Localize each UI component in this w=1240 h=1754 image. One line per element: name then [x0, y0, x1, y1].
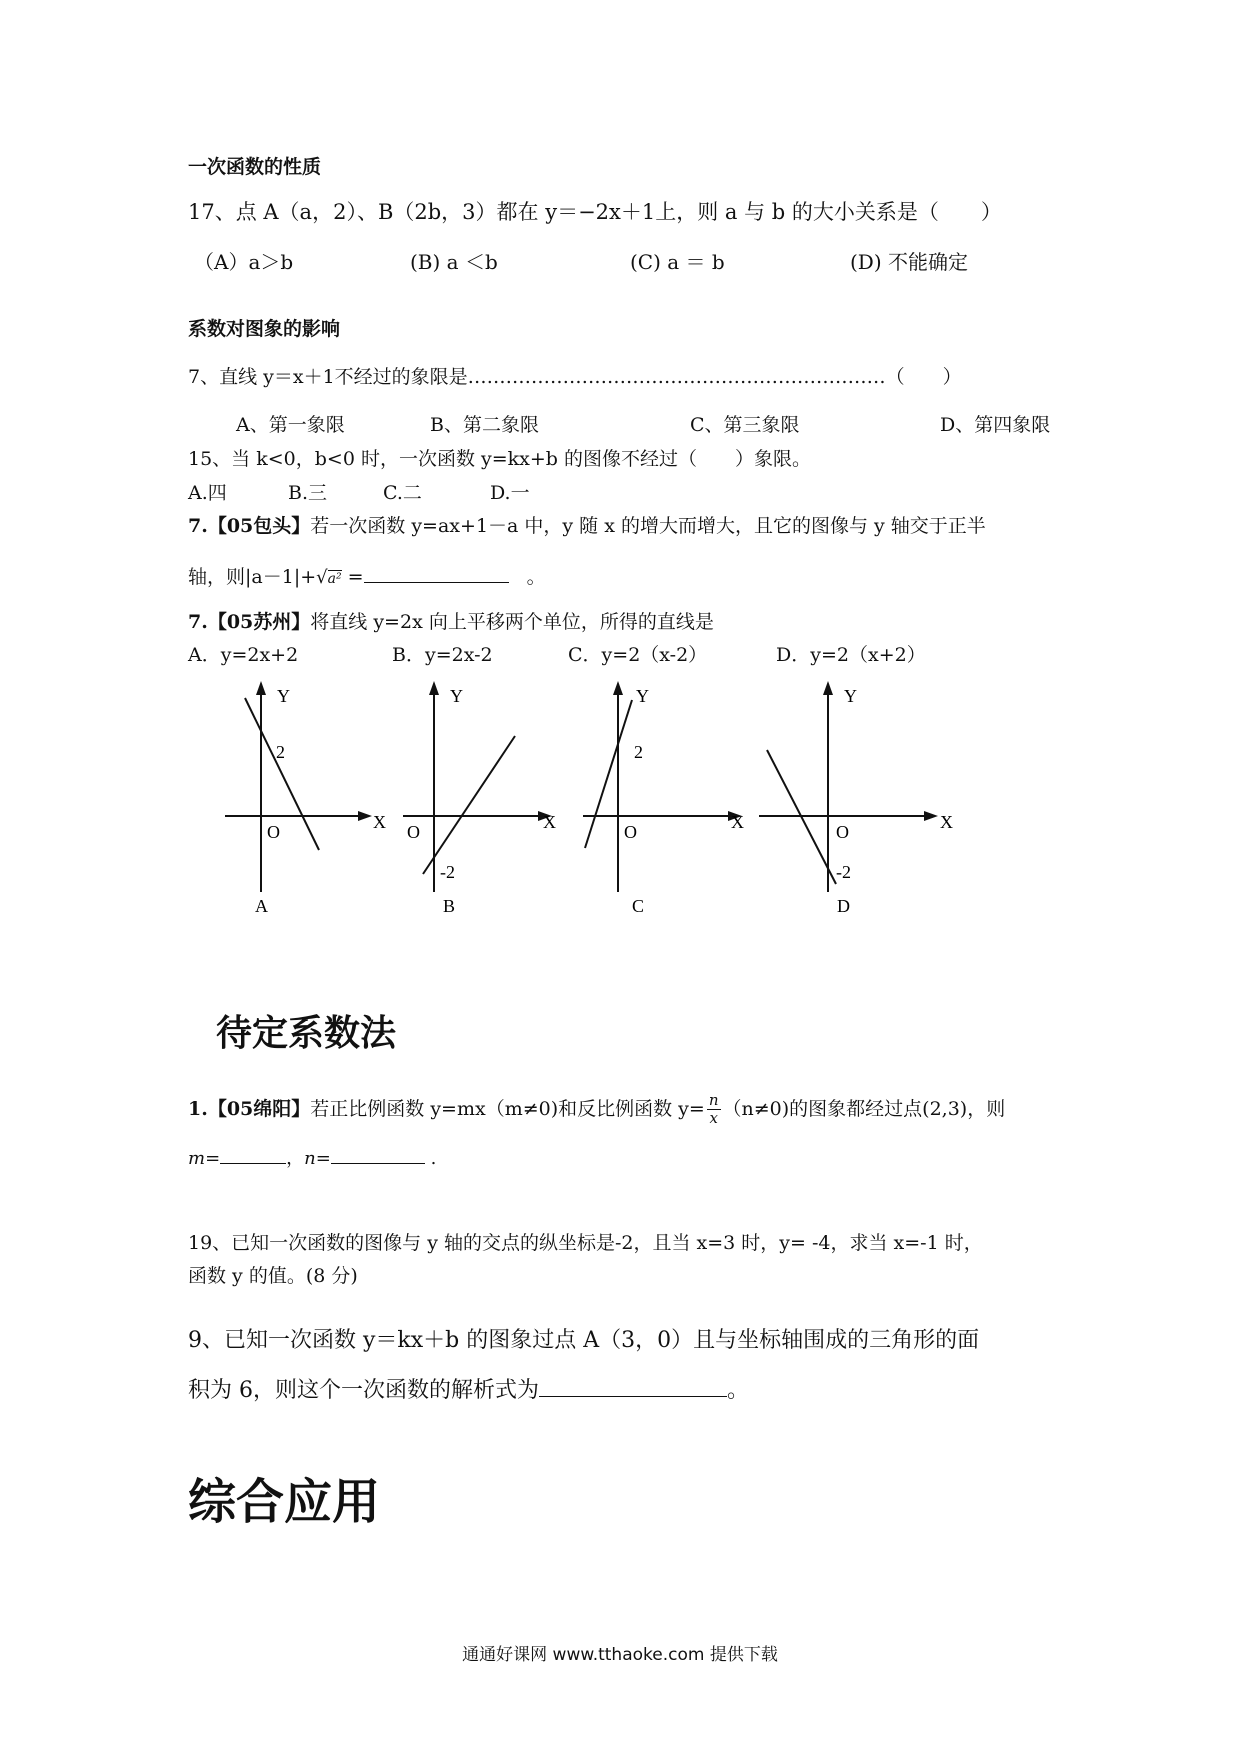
x-axis-label: X	[940, 812, 953, 832]
n-label: n=	[304, 1148, 331, 1169]
q7c-option-c: C．y=2（x-2）	[568, 644, 708, 666]
q7b-line2-prefix: 轴，则|a－1|+	[188, 566, 317, 588]
q7a-option-a: A、第一象限	[236, 414, 345, 436]
q7a-option-b: B、第二象限	[430, 414, 539, 436]
page-footer: 通通好课网 www.tthaoke.com 提供下载	[462, 1645, 778, 1665]
sqrt-symbol: √a²	[316, 567, 342, 588]
x-axis-arrow	[924, 811, 938, 821]
graph-b	[393, 680, 573, 929]
y-axis-label: Y	[450, 686, 463, 706]
question-17: 17、点 A（a，2）、B（2b，3）都在 y＝−2x＋1上，则 a 与 b 的大小关系是（ ）	[188, 200, 1002, 224]
x-axis-label: X	[373, 812, 386, 832]
y-axis-arrow	[823, 681, 833, 695]
question-7b	[188, 515, 986, 538]
q15-option-a: A.四	[188, 482, 227, 504]
graph-c	[573, 680, 753, 929]
q1-text-b: （n≠0)的图象都经过点(2,3)，则	[722, 1097, 1006, 1120]
graph-letter: A	[255, 896, 268, 916]
period: .	[430, 1148, 437, 1169]
origin-label: O	[836, 822, 849, 842]
question-1	[188, 1092, 1005, 1128]
q7a-option-c: C、第三象限	[690, 414, 800, 436]
y-intercept-label: -2	[440, 862, 455, 882]
origin-label: O	[267, 822, 280, 842]
y-axis-label: Y	[844, 686, 857, 706]
graph-letter: B	[443, 896, 456, 916]
section-heading-undetermined-coefficients: 待定系数法	[216, 1013, 397, 1054]
y-intercept-label: 2	[634, 742, 643, 762]
y-intercept-label: 2	[276, 742, 285, 762]
q7a-option-d: D、第四象限	[940, 414, 1051, 436]
q1-text-a: 若正比例函数 y=mx（m≠0)和反比例函数 y=	[310, 1097, 705, 1120]
x-axis-label: X	[731, 812, 744, 832]
comma: ，	[286, 1148, 305, 1169]
q7c-option-b: B．y=2x-2	[392, 644, 493, 666]
q17-option-d: (D) 不能确定	[850, 250, 968, 274]
question-19-line1: 19、已知一次函数的图像与 y 轴的交点的纵坐标是-2，且当 x=3 时，y= -4，求当 x=-1 时，	[188, 1232, 983, 1254]
graph-a	[215, 680, 395, 929]
graph-d	[755, 680, 965, 929]
m-label: m=	[188, 1148, 221, 1169]
y-axis-arrow	[256, 681, 266, 695]
question-7a: 7、直线 y＝x＋1不经过的象限是…………………………………………………………（ ）	[188, 366, 962, 388]
q17-option-a: （A）a＞b	[194, 250, 294, 274]
question-9-line1: 9、已知一次函数 y＝kx＋b 的图象过点 A（3，0）且与坐标轴围成的三角形的面	[188, 1328, 980, 1353]
q17-option-c: (C) a ＝ b	[630, 250, 725, 274]
n-answer-blank[interactable]	[331, 1163, 425, 1164]
x-axis-arrow	[358, 811, 372, 821]
q7b-end: 。	[526, 566, 546, 588]
q9-answer-blank[interactable]	[539, 1396, 727, 1397]
origin-label: O	[624, 822, 637, 842]
graph-letter: D	[837, 896, 850, 916]
question-19-line2: 函数 y 的值。(8 分)	[188, 1265, 358, 1287]
fraction-numerator: n	[708, 1091, 719, 1109]
q7b-text: 若一次函数 y=ax+1－a 中，y 随 x 的增大而增大，且它的图像与 y 轴交于正半	[310, 515, 986, 537]
q7b-answer-blank[interactable]	[364, 582, 509, 583]
question-7c	[188, 611, 714, 634]
q15-option-d: D.一	[490, 482, 530, 504]
y-axis-arrow	[429, 681, 439, 695]
y-axis-label: Y	[636, 686, 649, 706]
origin-label: O	[407, 822, 420, 842]
q17-option-b: (B) a ＜b	[410, 250, 498, 274]
y-intercept-label: -2	[836, 862, 851, 882]
function-line	[245, 698, 319, 850]
fraction-n-over-x	[707, 1092, 721, 1128]
q7b-source-tag: 7.【05包头】	[188, 515, 311, 537]
question-15: 15、当 k<0，b<0 时，一次函数 y=kx+b 的图像不经过（ ）象限。	[188, 448, 811, 470]
function-line	[423, 736, 515, 874]
section-heading-properties: 一次函数的性质	[188, 156, 322, 178]
q7c-source-tag: 7.【05苏州】	[188, 611, 311, 633]
question-9-line2	[188, 1378, 749, 1404]
graph-letter: C	[632, 896, 645, 916]
q15-option-b: B.三	[288, 482, 328, 504]
y-axis-label: Y	[277, 686, 290, 706]
q7c-option-d: D．y=2（x+2）	[776, 644, 926, 666]
m-answer-blank[interactable]	[220, 1163, 286, 1164]
y-axis-arrow	[613, 681, 623, 695]
q9-line2-text: 积为 6，则这个一次函数的解析式为	[188, 1378, 539, 1403]
sqrt-content: a²	[327, 571, 342, 587]
section-heading-coefficients: 系数对图象的影响	[188, 318, 341, 340]
q9-end: 。	[727, 1378, 750, 1403]
q7b-line2-suffix: =	[347, 566, 364, 588]
q7c-option-a: A．y=2x+2	[188, 644, 299, 666]
question-1-blanks	[188, 1148, 436, 1170]
q15-option-c: C.二	[383, 482, 422, 504]
x-axis-label: X	[543, 812, 556, 832]
q7c-text: 将直线 y=2x 向上平移两个单位，所得的直线是	[310, 611, 714, 633]
section-heading-comprehensive: 综合应用	[188, 1474, 381, 1530]
fraction-denominator: x	[709, 1109, 718, 1128]
question-7b-line2	[188, 566, 546, 589]
q1-source-tag: 1.【05绵阳】	[188, 1097, 311, 1120]
